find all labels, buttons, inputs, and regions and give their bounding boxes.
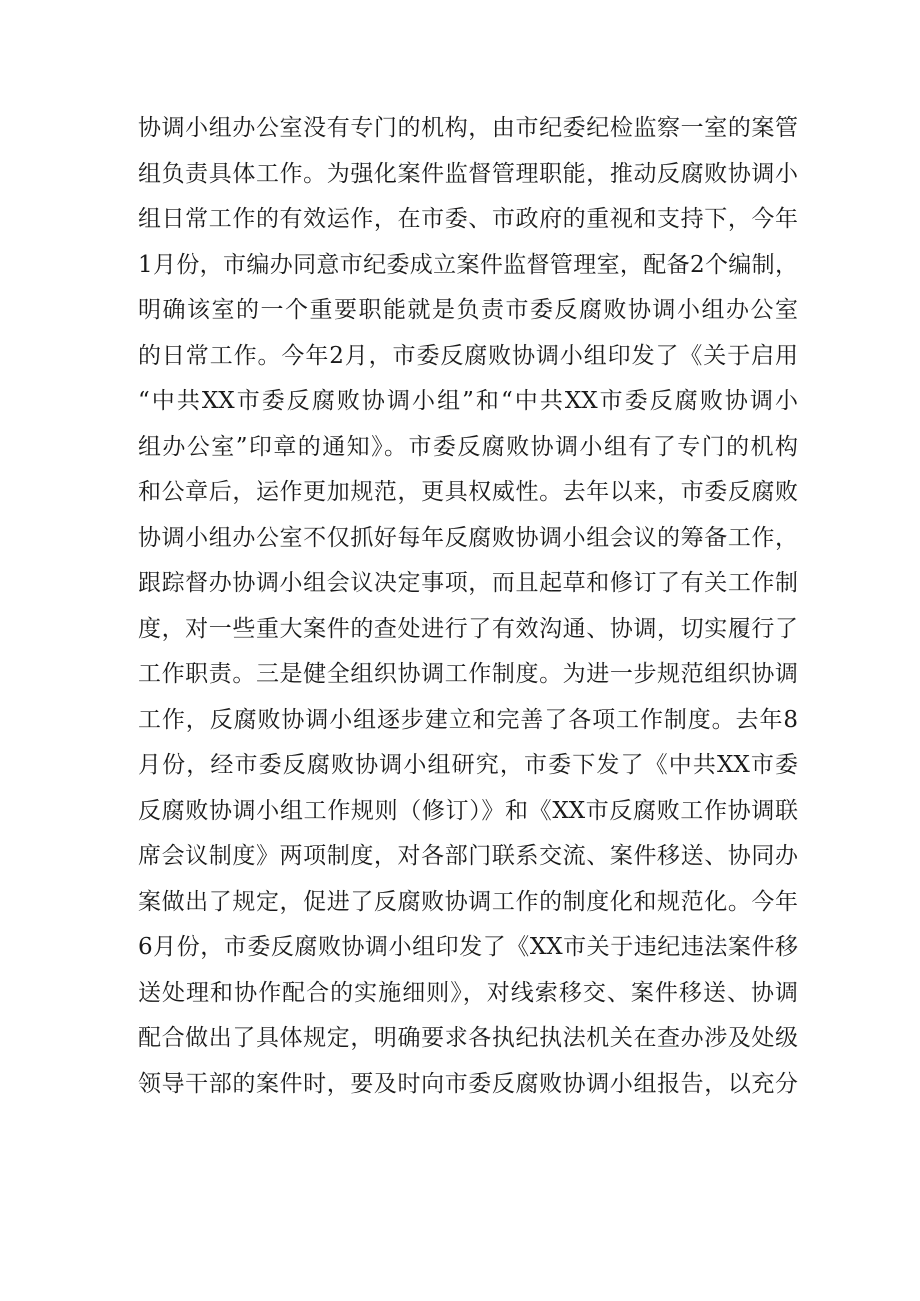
text-line: 领导干部的案件时，要及时向市委反腐败协调小组报告，以充分 xyxy=(138,1070,798,1097)
text-line: 反腐败协调小组工作规则（修订）》和《XX市反腐败工作协调联 xyxy=(138,797,798,824)
text-line: 组日常工作的有效运作，在市委、市政府的重视和支持下，今年 xyxy=(138,206,798,232)
text-line: “中共XX市委反腐败协调小组”和“中共XX市委反腐败协调小 xyxy=(138,388,798,414)
text-line: 明确该室的一个重要职能就是负责市委反腐败协调小组办公室 xyxy=(138,297,798,323)
text-line: 协调小组办公室没有专门的机构，由市纪委纪检监察一室的案管 xyxy=(138,115,798,141)
text-line: 的日常工作。今年2月，市委反腐败协调小组印发了《关于启用 xyxy=(138,342,798,369)
text-line: 月份，经市委反腐败协调小组研究，市委下发了《中共XX市委 xyxy=(138,752,798,778)
text-line: 工作，反腐败协调小组逐步建立和完善了各项工作制度。去年8 xyxy=(138,706,798,733)
body-text xyxy=(138,106,798,1107)
text-line: 协调小组办公室不仅抓好每年反腐败协调小组会议的筹备工作， xyxy=(138,524,798,551)
text-line: 和公章后，运作更加规范，更具权威性。去年以来，市委反腐败 xyxy=(138,479,798,505)
text-line: 案做出了规定，促进了反腐败协调工作的制度化和规范化。今年 xyxy=(138,888,798,915)
text-line: 组办公室”印章的通知》。市委反腐败协调小组有了专门的机构 xyxy=(138,433,798,460)
text-line: 组负责具体工作。为强化案件监督管理职能，推动反腐败协调小 xyxy=(138,160,798,187)
text-line: 度，对一些重大案件的查处进行了有效沟通、协调，切实履行了 xyxy=(138,615,798,642)
text-line: 6月份，市委反腐败协调小组印发了《XX市关于违纪违法案件移 xyxy=(138,934,798,960)
text-line: 工作职责。三是健全组织协调工作制度。为进一步规范组织协调 xyxy=(138,661,798,687)
text-line: 跟踪督办协调小组会议决定事项，而且起草和修订了有关工作制 xyxy=(138,570,798,596)
text-line: 1月份，市编办同意市纪委成立案件监督管理室，配备2个编制， xyxy=(138,251,798,278)
text-line: 送处理和协作配合的实施细则》，对线索移交、案件移送、协调 xyxy=(138,979,798,1006)
text-line: 席会议制度》两项制度，对各部门联系交流、案件移送、协同办 xyxy=(138,843,798,869)
text-line: 配合做出了具体规定，明确要求各执纪执法机关在查办涉及处级 xyxy=(138,1025,798,1051)
